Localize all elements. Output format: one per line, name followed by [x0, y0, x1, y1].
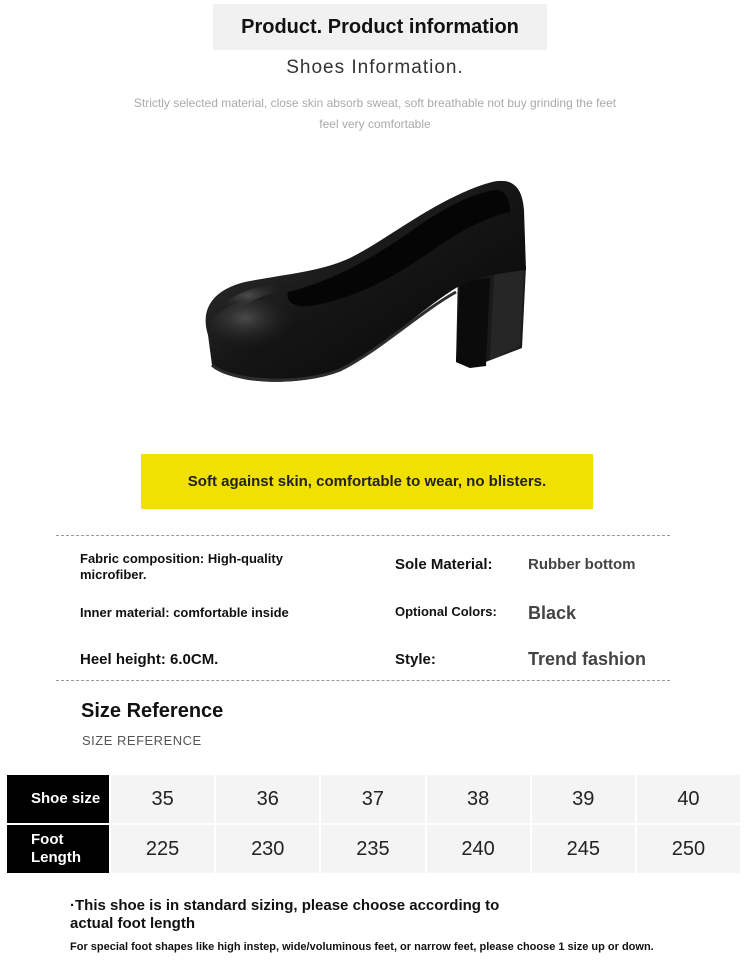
- inner-material: Inner material: comfortable inside: [80, 605, 289, 620]
- table-cell: 240: [427, 825, 530, 873]
- size-reference-title: Size Reference: [81, 700, 224, 722]
- table-cell: 245: [532, 825, 635, 873]
- table-cell: 250: [637, 825, 740, 873]
- divider: [56, 680, 670, 681]
- product-description: Strictly selected material, close skin absorb sweat, soft breathable not buy grinding the feet feel very comfortable: [133, 96, 617, 131]
- section-subtitle: Shoes Information.: [286, 57, 464, 78]
- size-table: [7, 775, 740, 875]
- feature-banner: Soft against skin, comfortable to wear, no blisters.: [141, 454, 593, 509]
- row-header: Shoe size: [7, 775, 109, 823]
- page-title: Product. Product information: [213, 4, 547, 50]
- table-cell: 36: [216, 775, 319, 823]
- table-row: [7, 825, 740, 873]
- fabric-composition: Fabric composition: High-quality microfiber.: [80, 551, 283, 582]
- optional-colors-value: Black: [528, 603, 577, 623]
- table-cell: 35: [111, 775, 214, 823]
- divider: [56, 535, 670, 536]
- heel-height: Heel height: 6.0CM.: [80, 651, 219, 668]
- sizing-note: ·This shoe is in standard sizing, please choose according to actual foot length: [70, 897, 500, 932]
- table-cell: 235: [321, 825, 424, 873]
- table-cell: 40: [637, 775, 740, 823]
- special-feet-note: For special foot shapes like high instep, wide/voluminous feet, or narrow feet, please choose 1 size up or down.: [70, 941, 654, 953]
- black-pump-shoe-icon: [190, 170, 540, 400]
- table-cell: 39: [532, 775, 635, 823]
- style-label: Style:: [395, 651, 436, 668]
- table-cell: 37: [321, 775, 424, 823]
- row-header: Foot Length: [7, 825, 109, 873]
- sole-material-value: Rubber bottom: [528, 556, 636, 573]
- table-cell: 225: [111, 825, 214, 873]
- size-reference-subtitle: SIZE REFERENCE: [82, 733, 202, 748]
- table-cell: 38: [427, 775, 530, 823]
- style-value: Trend fashion: [528, 649, 647, 669]
- sole-material-label: Sole Material:: [395, 556, 493, 573]
- optional-colors-label: Optional Colors:: [395, 604, 497, 619]
- table-row: [7, 775, 740, 823]
- table-cell: 230: [216, 825, 319, 873]
